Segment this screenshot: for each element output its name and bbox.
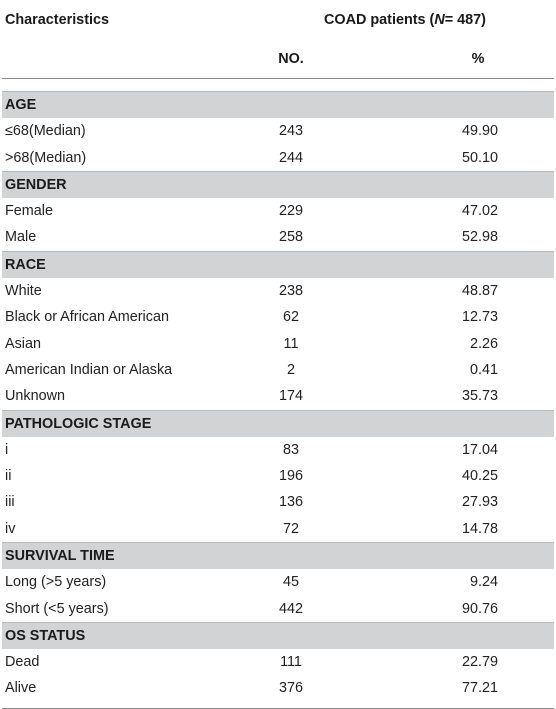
row-count: 376 (278, 680, 303, 697)
row-label: iv (5, 520, 16, 537)
group-header-suffix: = 487) (444, 12, 486, 28)
row-percent: 35.73 (461, 388, 498, 405)
row-label: Alive (5, 680, 37, 697)
row-label: Asian (5, 335, 41, 352)
header-row-2 (2, 40, 554, 78)
table-row (2, 224, 554, 250)
row-count: 2 (286, 361, 295, 378)
row-percent: 0.41 (469, 361, 498, 378)
table-row (2, 463, 554, 489)
table-row (2, 118, 554, 144)
no-column-header: NO. (278, 51, 304, 67)
row-count: 244 (278, 149, 303, 166)
section-title: SURVIVAL TIME (5, 548, 115, 565)
row-count: 45 (282, 574, 299, 591)
group-header-prefix: COAD patients ( (324, 12, 435, 28)
row-label: iii (5, 494, 15, 511)
row-count: 258 (278, 229, 303, 246)
group-header (324, 0, 486, 40)
table-row (2, 198, 554, 224)
table-row (2, 383, 554, 409)
row-count: 196 (278, 468, 303, 485)
row-label: White (5, 282, 42, 299)
row-count: 83 (282, 441, 299, 458)
row-count: 72 (282, 520, 299, 537)
section-header (2, 171, 554, 198)
row-label: Unknown (5, 388, 65, 405)
row-percent: 50.10 (461, 149, 498, 166)
row-percent: 17.04 (461, 441, 498, 458)
table-row (2, 595, 554, 621)
row-count: 442 (278, 600, 303, 617)
row-label: American Indian or Alaska (5, 361, 173, 378)
row-percent: 40.25 (461, 468, 498, 485)
table-row (2, 649, 554, 675)
row-percent: 90.76 (461, 600, 498, 617)
row-label: Female (5, 202, 53, 219)
characteristics-header: Characteristics (5, 12, 109, 28)
row-percent: 49.90 (461, 123, 498, 140)
group-header-n: N (434, 12, 445, 28)
table-row (2, 437, 554, 463)
table-row (2, 489, 554, 515)
section-header (2, 410, 554, 437)
row-percent: 12.73 (461, 309, 498, 326)
table-row (2, 330, 554, 356)
row-percent: 52.98 (461, 229, 498, 246)
section-title: OS STATUS (5, 627, 86, 644)
row-count: 136 (278, 494, 303, 511)
table-row (2, 304, 554, 330)
section-title: AGE (5, 97, 37, 113)
row-label: Male (5, 229, 37, 246)
row-percent: 9.24 (469, 574, 498, 591)
header-spacer (2, 79, 554, 91)
section-title: GENDER (5, 176, 67, 193)
percent-column-header: % (471, 51, 485, 67)
section-header (2, 91, 554, 118)
table-row (2, 357, 554, 383)
row-label: ≤68(Median) (5, 123, 86, 140)
row-label: Short (<5 years) (5, 600, 109, 617)
row-count: 174 (278, 388, 303, 405)
row-count: 11 (283, 335, 299, 352)
table-row (2, 569, 554, 595)
row-count: 111 (280, 654, 302, 671)
header-row-1 (2, 0, 554, 40)
table-row (2, 278, 554, 304)
row-count: 62 (282, 309, 299, 326)
row-percent: 47.02 (461, 202, 498, 219)
section-header (2, 622, 554, 649)
table-row (2, 144, 554, 170)
section-header (2, 251, 554, 278)
table-row (2, 516, 554, 542)
table-body (2, 91, 554, 702)
row-count: 229 (278, 202, 303, 219)
row-percent: 14.78 (461, 520, 498, 537)
row-label: ii (5, 468, 12, 485)
section-title: PATHOLOGIC STAGE (5, 415, 152, 432)
row-label: Black or African American (5, 309, 169, 326)
row-percent: 22.79 (461, 654, 498, 671)
row-label: Dead (5, 654, 40, 671)
row-label: i (5, 441, 9, 458)
table-row (2, 675, 554, 701)
row-label: >68(Median) (5, 149, 87, 166)
row-percent: 48.87 (461, 282, 498, 299)
row-label: Long (>5 years) (5, 574, 107, 591)
section-header (2, 542, 554, 569)
row-percent: 27.93 (461, 494, 498, 511)
row-percent: 2.26 (469, 335, 498, 352)
patient-characteristics-table (2, 0, 554, 709)
row-percent: 77.21 (461, 680, 498, 697)
section-title: RACE (5, 256, 46, 273)
row-count: 243 (278, 123, 303, 140)
row-count: 238 (278, 282, 303, 299)
